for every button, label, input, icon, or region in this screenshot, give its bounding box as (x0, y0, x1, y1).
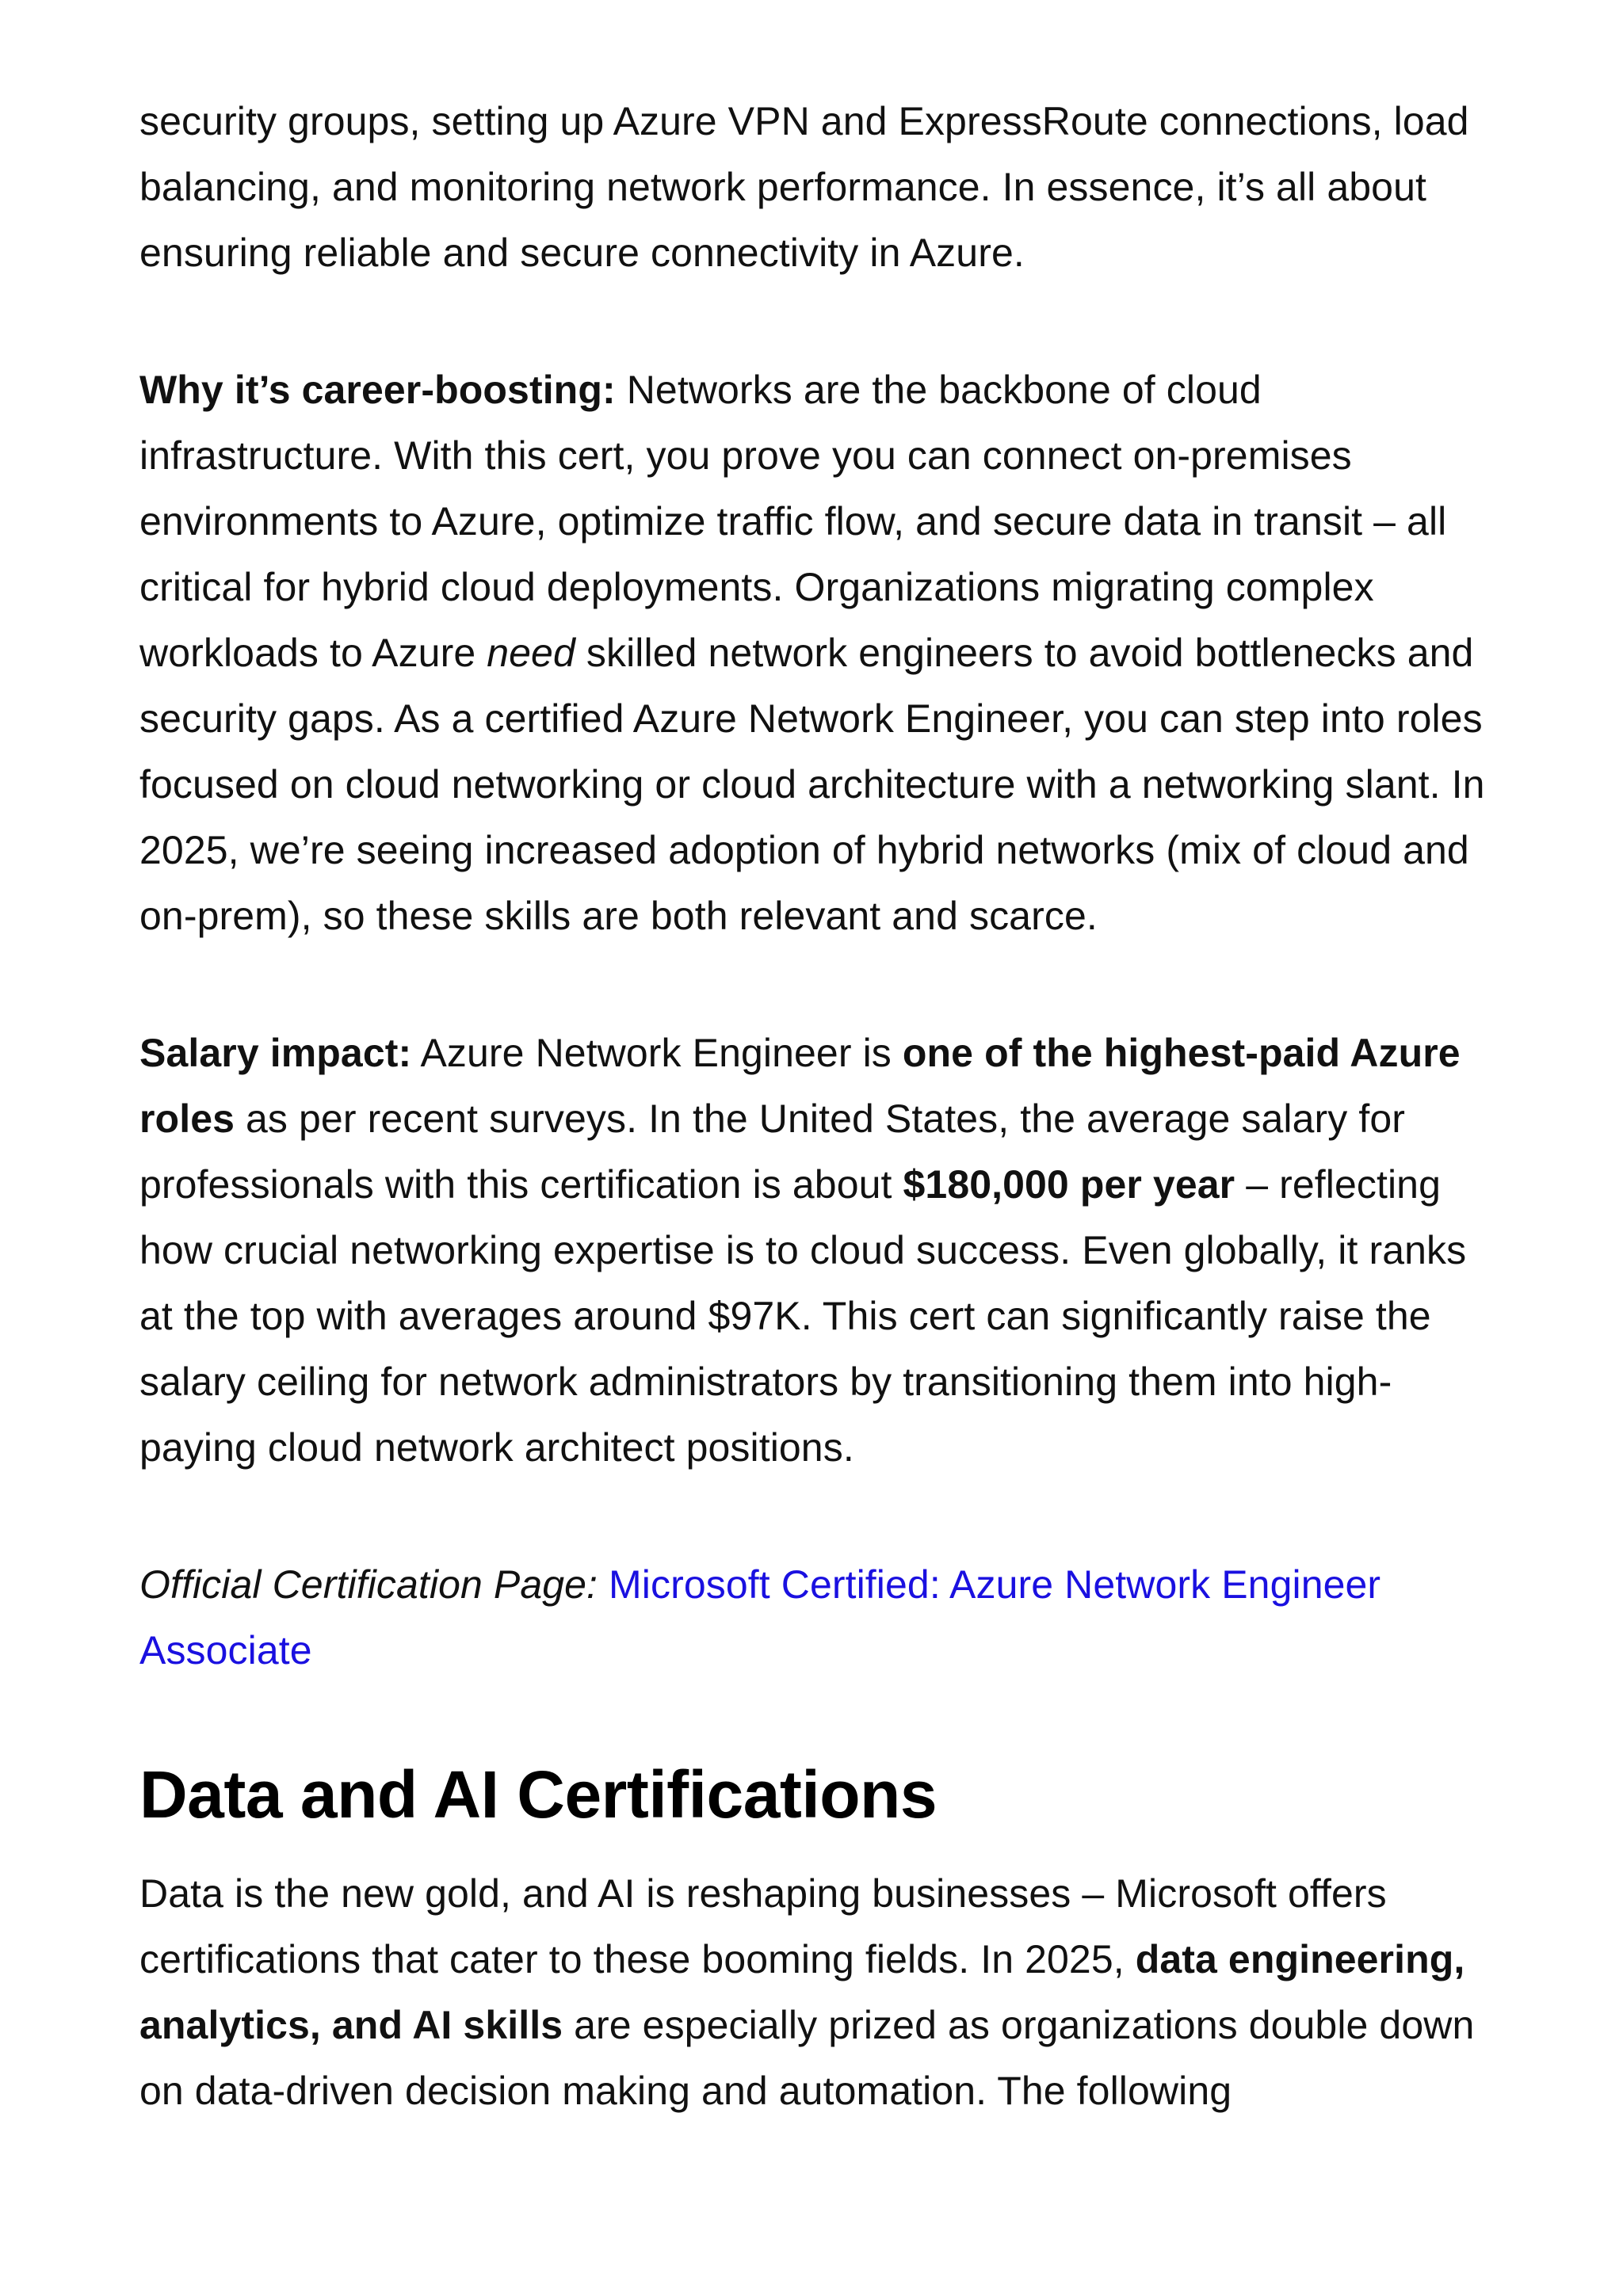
salary-impact-text-a: Azure Network Engineer is (411, 1031, 903, 1075)
career-boosting-text-a: Networks are the backbone of cloud infrastructure. With this cert, you prove you can connect on-premises environments to Azure, optimize traffic flow, and secure data in transit – all critical for hybrid cloud deployments. Organizations migrating complex workloads to Azure (139, 368, 1447, 675)
career-boosting-label: Why it’s career-boosting: (139, 368, 616, 412)
data-ai-intro-paragraph (139, 1861, 1504, 2124)
career-boosting-text-b: skilled network engineers to avoid bottlenecks and security gaps. As a certified Azure Network Engineer, you can step into roles focused on cloud networking or cloud architecture with a networking slant. In 2025, we’re seeing increased adoption of hybrid networks (mix of cloud and on-prem), so these skills are both relevant and scarce. (139, 631, 1485, 938)
salary-impact-paragraph (139, 1020, 1504, 1481)
data-ai-highlight: data engineering, analytics, and AI skills (139, 1937, 1465, 2047)
official-certification-paragraph (139, 1552, 1504, 1684)
section-heading: Data and AI Certifications (139, 1757, 938, 1832)
salary-impact-text-c: – reflecting how crucial networking expertise is to cloud success. Even globally, it ranks at the top with averages around $97K. This cert can significantly raise the salary ceiling for network administrators by transitioning them into high-paying cloud network architect positions. (139, 1162, 1467, 1470)
intro-paragraph (139, 89, 1504, 286)
data-ai-text-a: Data is the new gold, and AI is reshaping businesses – Microsoft offers certifications that cater to these booming fields. In 2025, (139, 1871, 1387, 1981)
certification-page-link[interactable]: Microsoft Certified: Azure Network Engineer Associate (139, 1562, 1381, 1672)
intro-text: security groups, setting up Azure VPN and ExpressRoute connections, load balancing, and monitoring network performance. In essence, it’s all about ensuring reliable and secure connectivity in Azure. (139, 99, 1469, 275)
career-boosting-paragraph (139, 357, 1504, 949)
data-ai-text-b: are especially prized as organizations double down on data-driven decision making and automation. The following (139, 2003, 1475, 2113)
salary-impact-text-b: as per recent surveys. In the United States, the average salary for professionals with this certification is about (139, 1097, 1406, 1207)
salary-impact-highlight-amount: $180,000 per year (903, 1162, 1235, 1207)
official-certification-label: Official Certification Page: (139, 1562, 598, 1607)
career-boosting-emphasis: need (487, 631, 575, 675)
salary-impact-highlight-roles: one of the highest-paid Azure roles (139, 1031, 1461, 1141)
salary-impact-label: Salary impact: (139, 1031, 412, 1075)
